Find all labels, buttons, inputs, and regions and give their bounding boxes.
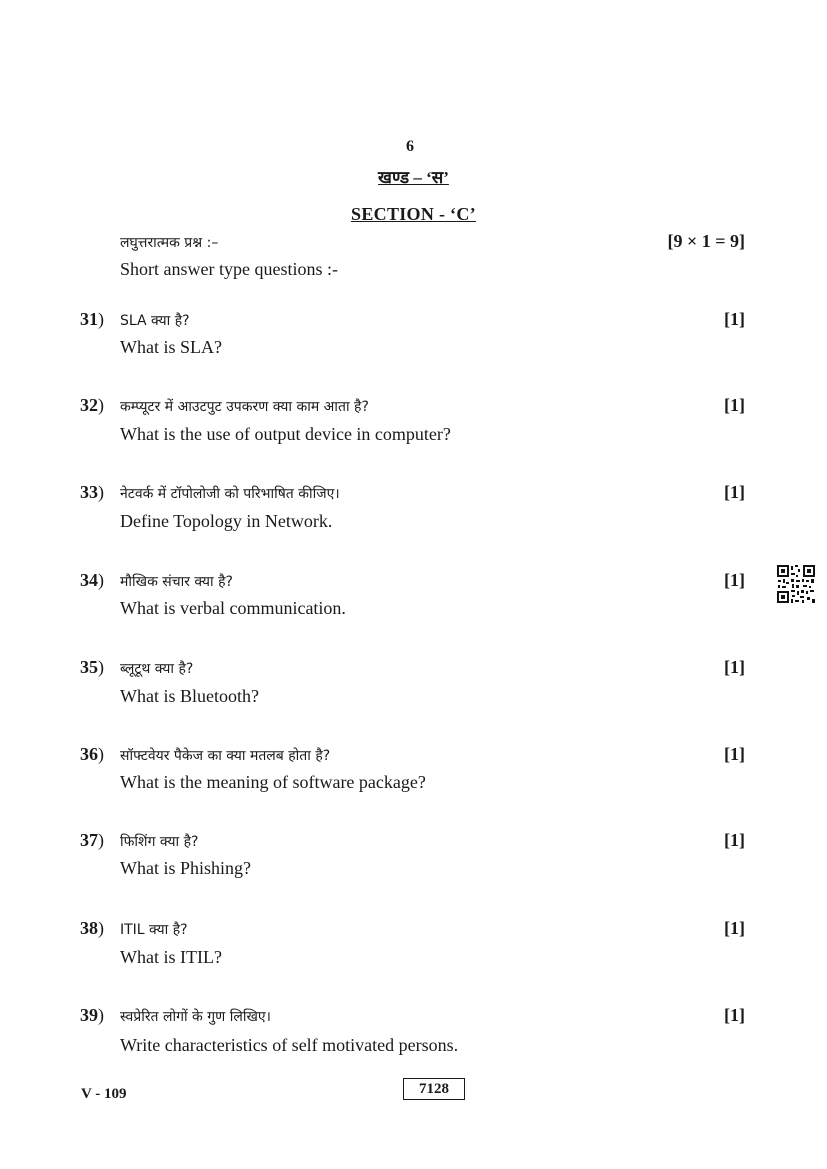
question-marks: [1] (724, 657, 745, 677)
question-number: 33 (80, 482, 98, 502)
question-number: 38 (80, 918, 98, 938)
question-marks: [1] (724, 918, 745, 938)
english-section-title: SECTION - ‘C’ (351, 204, 476, 224)
question-english: Write characteristics of self motivated persons. (120, 1035, 459, 1055)
paper-code: V - 109 (81, 1086, 127, 1102)
question-marks: [1] (724, 395, 745, 415)
question-marks: [1] (724, 309, 745, 329)
question-number: 37 (80, 830, 98, 850)
question-marks: [1] (724, 482, 745, 502)
question-hindi: नेटवर्क में टॉपोलोजी को परिभाषित कीजिए। (120, 486, 340, 502)
question-english: What is the meaning of software package? (120, 772, 426, 792)
question-hindi: फिशिंग क्या है? (120, 834, 199, 850)
hindi-instruction: लघुत्तरात्मक प्रश्न :– (120, 235, 219, 251)
question-english: Define Topology in Network. (120, 511, 333, 531)
question-marks: [1] (724, 830, 745, 850)
question-marks: [1] (724, 1005, 745, 1025)
page-number: 6 (406, 138, 414, 155)
question-number: 32 (80, 395, 98, 415)
question-hindi: कम्प्यूटर में आउटपुट उपकरण क्या काम आता है? (120, 399, 369, 415)
question-english: What is the use of output device in computer? (120, 424, 451, 444)
question-number: 35 (80, 657, 98, 677)
question-hindi: ब्लूटूथ क्या है? (120, 661, 194, 677)
question-hindi: स्वप्रेरित लोगों के गुण लिखिए। (120, 1009, 271, 1025)
question-hindi: सॉफ्टवेयर पैकेज का क्या मतलब होता है? (120, 748, 331, 764)
question-hindi: SLA क्या है? (120, 313, 190, 329)
question-english: What is Bluetooth? (120, 686, 259, 706)
question-english: What is verbal communication. (120, 598, 346, 618)
question-number: 39 (80, 1005, 98, 1025)
english-instruction: Short answer type questions :- (120, 259, 338, 279)
booklet-code: 7128 (403, 1078, 465, 1100)
question-english: What is ITIL? (120, 947, 222, 967)
marks-scheme: [9 × 1 = 9] (667, 231, 745, 251)
question-hindi: ITIL क्या है? (120, 922, 188, 938)
question-number: 31 (80, 309, 98, 329)
question-marks: [1] (724, 570, 745, 590)
question-number: 36 (80, 744, 98, 764)
hindi-section-title: खण्ड – ‘स’ (378, 168, 449, 187)
question-number: 34 (80, 570, 98, 590)
question-english: What is SLA? (120, 337, 222, 357)
question-marks: [1] (724, 744, 745, 764)
qr-code-icon (776, 564, 816, 604)
question-english: What is Phishing? (120, 858, 251, 878)
question-hindi: मौखिक संचार क्या है? (120, 574, 233, 590)
